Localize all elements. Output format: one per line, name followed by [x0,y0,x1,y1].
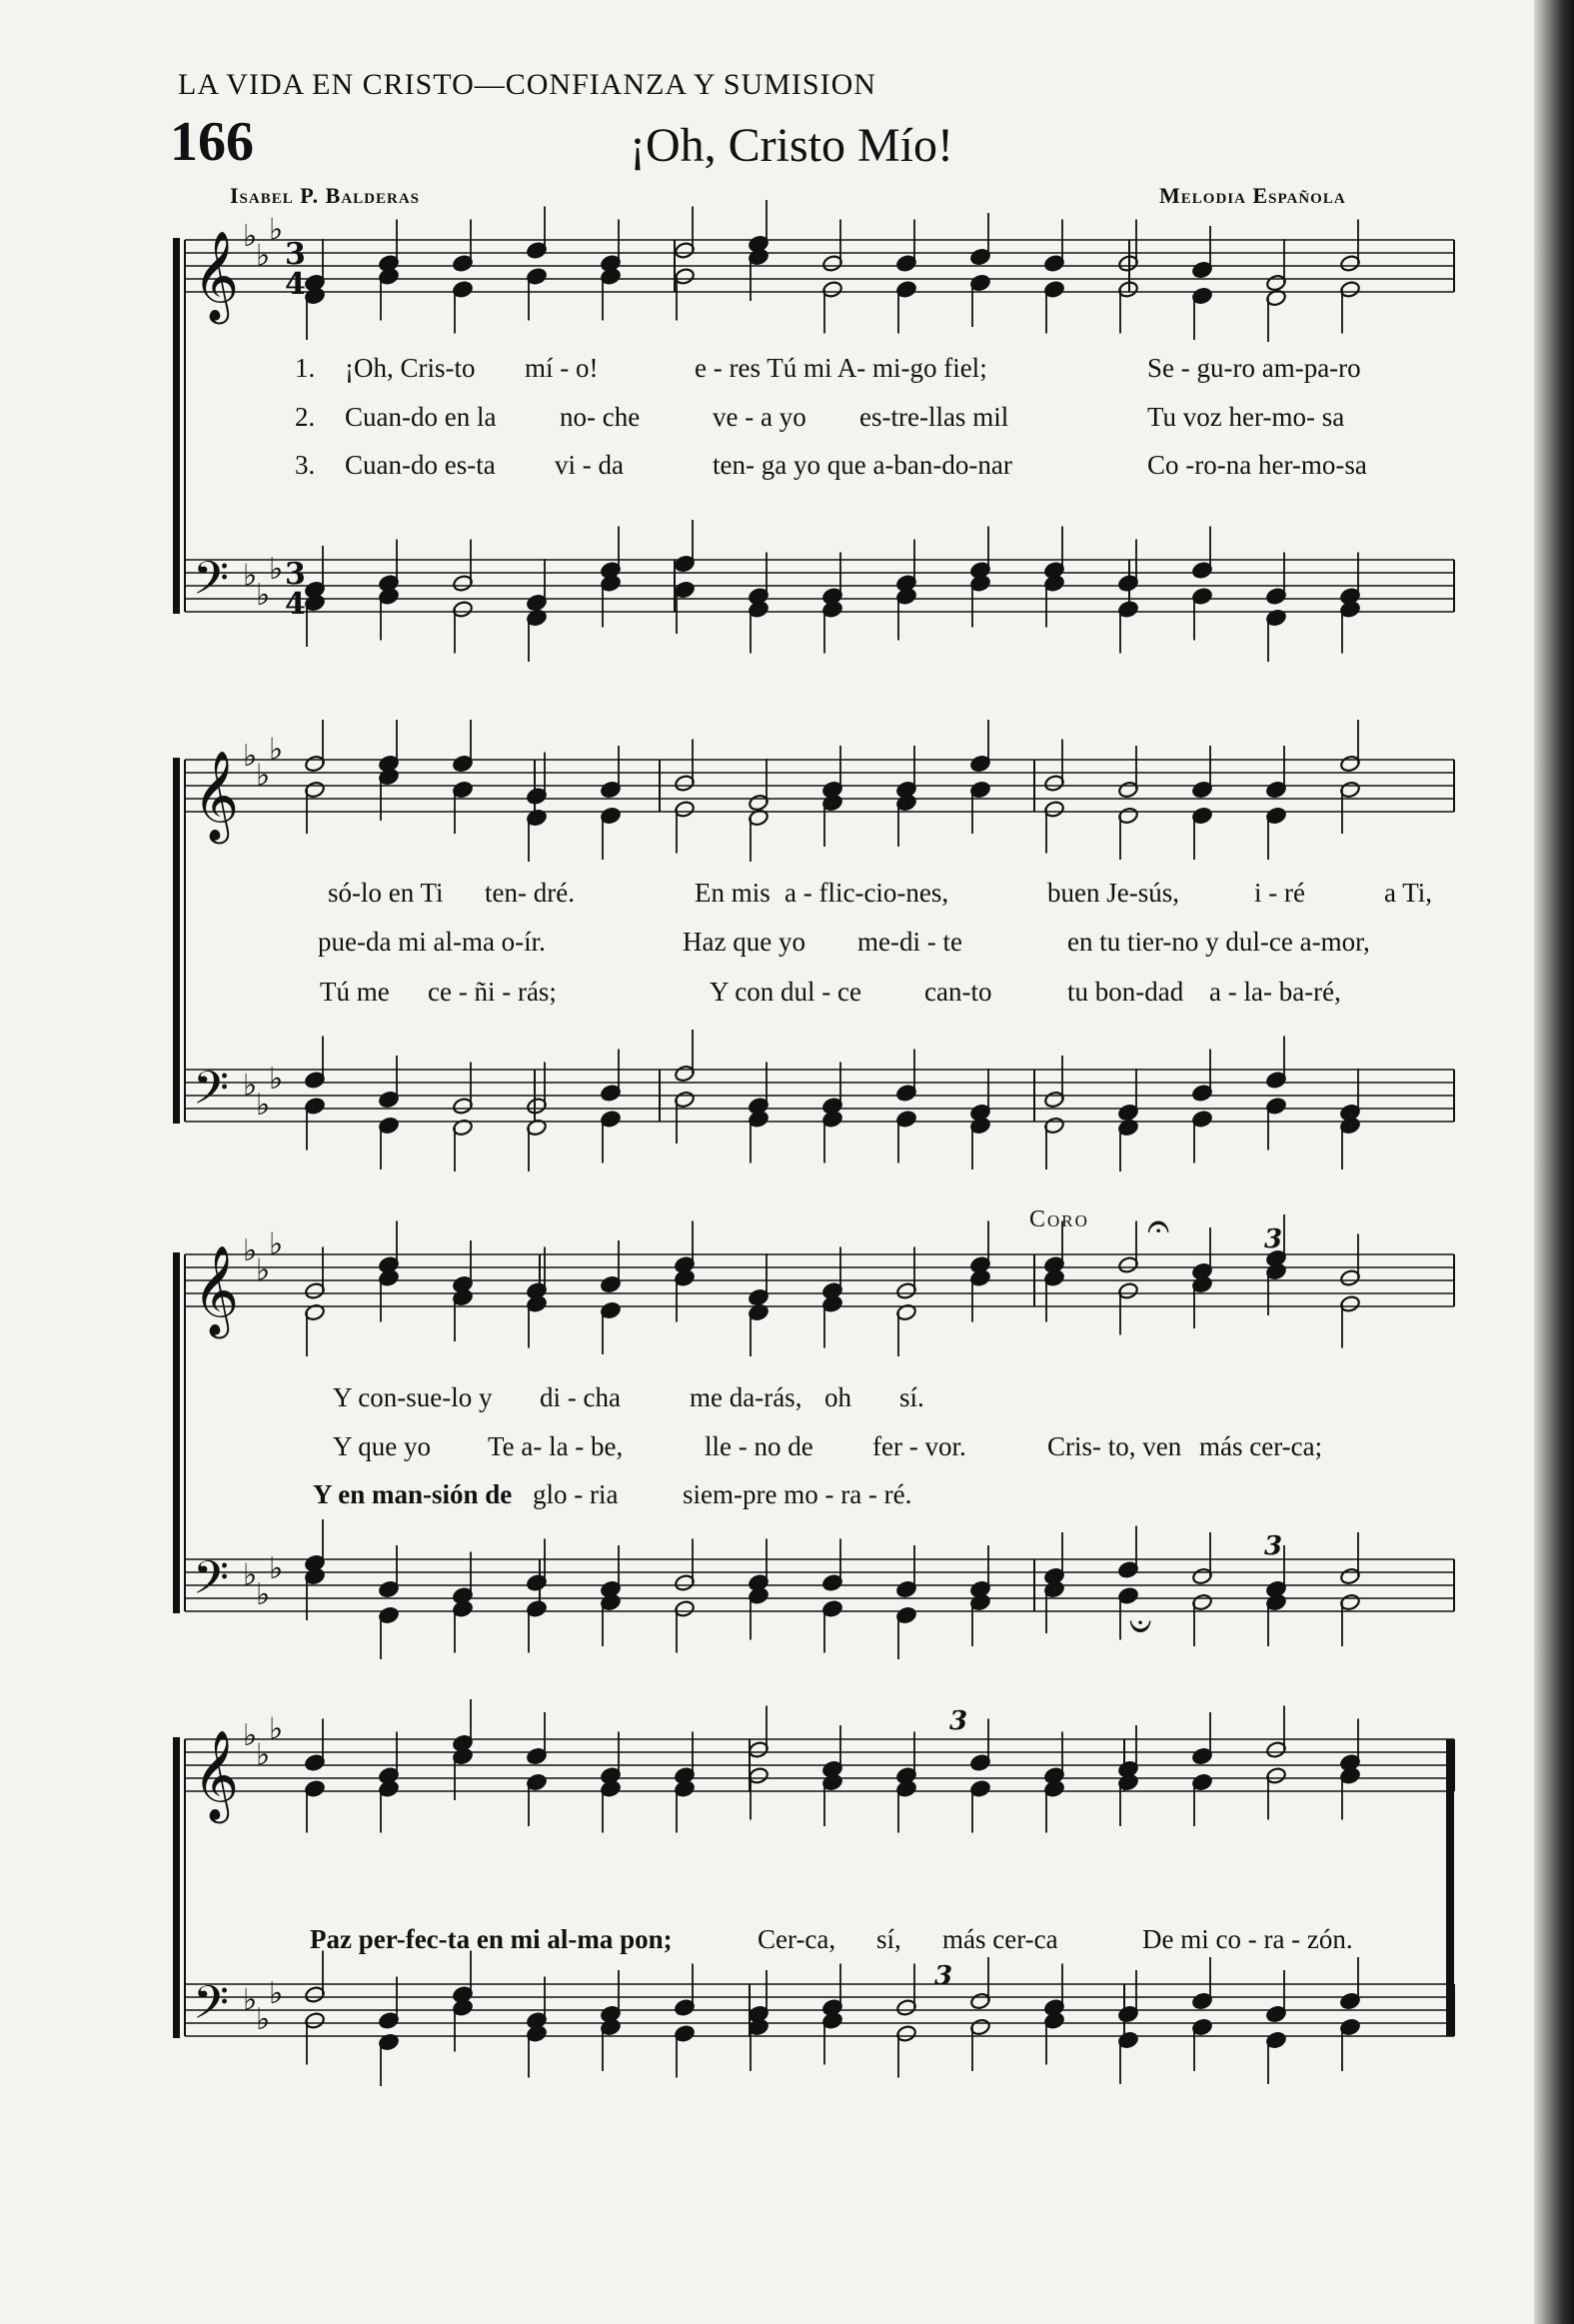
lyric-1-2b: no- che [560,402,641,432]
lyric-1-3b: vi - da [555,450,624,480]
triplet-icon: 3 [1264,1531,1283,1561]
flat-sign: ♭ [269,732,284,768]
fermata-icon: 𝄑 [1129,1603,1152,1649]
time-signature: 4 [285,267,306,302]
lyric-2-1a: só-lo en Ti [328,878,444,908]
lyric-4-1e: De mi co - ra - zón. [1142,1924,1353,1954]
flat-sign: ♭ [256,1088,271,1123]
lyric-1-2d: es-tre-llas mil [859,402,1009,432]
flat-sign: ♭ [256,1252,271,1288]
lyric-2-1d: a - flic-cio-nes, [785,878,949,908]
flat-sign: ♭ [243,1718,258,1753]
lyric-3-2f: más cer-ca; [1199,1431,1323,1461]
treble-clef-icon: 𝄞 [193,1730,240,1820]
binding-edge [1534,0,1574,2324]
lyric-2-1g: a Ti, [1384,878,1433,908]
lyric-2-2d: en tu tier-no y dul-ce a-mor, [1067,927,1370,957]
lyric-4-1c: sí, [876,1924,901,1954]
hymn-number: 166 [170,111,254,173]
system-bracket [173,758,180,1124]
lyric-1-1c: e - res Tú mi A- mi-go fiel; [695,353,987,383]
flat-sign: ♭ [256,1737,271,1773]
system-bracket [173,1737,180,2038]
lyric-2-1c: En mis [695,878,771,908]
lyric-3-3c: siem-pre mo - ra - ré. [683,1479,912,1509]
final-barline [1446,1739,1454,2036]
flat-sign: ♭ [243,739,258,774]
flat-sign: ♭ [243,1982,258,2018]
lyric-2-2b: Haz que yo [683,927,805,957]
bass-clef-icon: 𝄢 [193,1062,230,1127]
treble-clef-icon: 𝄞 [193,231,240,321]
triplet-icon: 3 [949,1706,968,1736]
triplet-icon: 3 [1264,1224,1283,1254]
lyric-1-3c: ten- ga yo que a-ban-do-nar [713,450,1012,480]
lyric-2-3a: Tú me [320,977,390,1007]
lyric-1-3a: Cuan-do es-ta [345,450,496,480]
fermata-icon: 𝄐 [1147,1203,1170,1249]
lyric-2-3f: a - la- ba-ré, [1209,977,1341,1007]
lyric-3-1c: me da-rás, [690,1382,802,1412]
lyric-2-2a: pue-da mi al-ma o-ír. [318,927,546,957]
lyric-2-1b: ten- dré. [485,878,575,908]
flat-sign: ♭ [243,1068,258,1104]
verse-number-3: 3. [295,450,316,480]
flat-sign: ♭ [256,238,271,274]
flat-sign: ♭ [269,1551,284,1586]
lyric-1-2e: Tu voz her-mo- sa [1147,402,1345,432]
lyric-3-1d: oh [824,1382,851,1412]
flat-sign: ♭ [243,558,258,594]
bass-clef-icon: 𝄢 [193,1551,230,1616]
lyric-1-1d: Se - gu-ro am-pa-ro [1147,353,1361,383]
lyric-2-2c: me-di - te [857,927,962,957]
hymn-title: ¡Oh, Cristo Mío! [630,119,953,172]
flat-sign: ♭ [243,1557,258,1593]
treble-clef-icon: 𝄞 [193,1245,240,1335]
lyric-3-1a: Y con-sue-lo y [333,1382,493,1412]
lyric-2-1e: buen Je-sús, [1047,878,1179,908]
lyric-2-3e: tu bon-dad [1067,977,1184,1007]
lyric-3-1e: sí. [899,1382,924,1412]
coro-label: Coro [1029,1206,1089,1232]
lyric-3-2d: fer - vor. [872,1431,966,1461]
flat-sign: ♭ [256,578,271,613]
flat-sign: ♭ [269,1976,284,2011]
flat-sign: ♭ [256,758,271,794]
lyric-4-1a: Paz per-fec-ta en mi al-ma pon; [310,1924,673,1954]
bass-clef-icon: 𝄢 [193,552,230,617]
lyric-3-2e: Cris- to, ven [1047,1431,1182,1461]
lyric-3-3b: glo - ria [533,1479,619,1509]
system-bracket [173,238,180,614]
flat-sign: ♭ [256,1577,271,1612]
melody-source: Melodia Española [1159,183,1346,208]
time-signature: 3 [285,237,306,272]
triplet-icon: 3 [934,1961,953,1991]
treble-clef-icon: 𝄞 [193,751,240,841]
lyric-3-1b: di - cha [540,1382,621,1412]
verse-number-2: 2. [295,402,316,432]
flat-sign: ♭ [269,1711,284,1747]
system-bracket [173,1252,180,1613]
lyric-1-2a: Cuan-do en la [345,402,497,432]
section-heading: LA VIDA EN CRISTO—CONFIANZA Y SUMISION [178,68,876,101]
lyric-4-1d: más cer-ca [942,1924,1058,1954]
lyric-4-1b: Cer-ca, [758,1924,836,1954]
flat-sign: ♭ [269,552,284,587]
flat-sign: ♭ [269,1062,284,1097]
lyric-1-2c: ve - a yo [713,402,806,432]
lyric-1-3d: Co -ro-na her-mo-sa [1147,450,1367,480]
lyric-3-3a: Y en man-sión de [313,1479,513,1509]
lyric-3-2c: lle - no de [705,1431,813,1461]
lyric-2-3d: can-to [924,977,992,1007]
lyric-3-2a: Y que yo [333,1431,431,1461]
flat-sign: ♭ [269,1226,284,1262]
flat-sign: ♭ [256,2002,271,2037]
lyric-2-1f: i - ré [1254,878,1305,908]
flat-sign: ♭ [243,1233,258,1268]
time-signature: 4 [285,587,306,622]
hymn-author: Isabel P. Balderas [230,183,421,208]
lyric-1-1b: mí - o! [525,353,599,383]
flat-sign: ♭ [269,212,284,248]
flat-sign: ♭ [243,219,258,254]
bass-clef-icon: 𝄢 [193,1976,230,2041]
lyric-3-2b: Te a- la - be, [488,1431,624,1461]
verse-number-1: 1. [295,353,316,383]
lyric-1-1a: ¡Oh, Cris-to [345,353,476,383]
lyric-2-3b: ce - ñi - rás; [428,977,557,1007]
lyric-2-3c: Y con dul - ce [710,977,861,1007]
time-signature: 3 [285,557,306,592]
